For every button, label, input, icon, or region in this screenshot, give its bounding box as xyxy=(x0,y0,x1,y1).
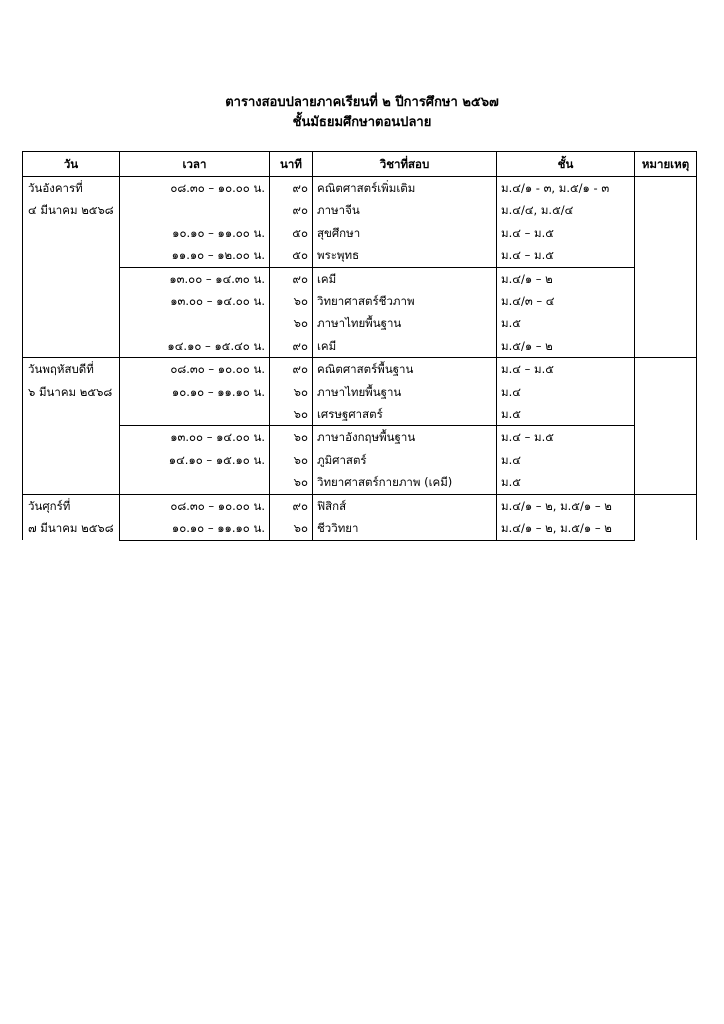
note-cell xyxy=(635,358,697,494)
subject-cell: ฟิสิกส์ xyxy=(313,494,497,517)
time-cell xyxy=(120,199,270,221)
minutes-cell: ๙๐ xyxy=(270,335,313,358)
table-row xyxy=(23,449,697,471)
note-cell xyxy=(635,494,697,540)
time-cell: ๑๑.๑๐ – ๑๒.๐๐ น. xyxy=(120,244,270,267)
time-cell: ๑๐.๑๐ – ๑๑.๐๐ น. xyxy=(120,222,270,244)
minutes-cell: ๙๐ xyxy=(270,494,313,517)
day-cell xyxy=(23,494,120,540)
minutes-cell: ๙๐ xyxy=(270,177,313,200)
subject-cell: เคมี xyxy=(313,335,497,358)
table-row xyxy=(23,381,697,403)
subject-cell: ชีววิทยา xyxy=(313,517,497,540)
header-time: เวลา xyxy=(120,152,270,177)
grade-cell: ม.๕ xyxy=(497,312,635,334)
day-date: ๔ มีนาคม ๒๕๖๘ xyxy=(28,203,114,218)
grade-cell: ม.๔ xyxy=(497,381,635,403)
table-row xyxy=(23,290,697,312)
grade-cell: ม.๔ – ม.๕ xyxy=(497,426,635,449)
minutes-cell: ๙๐ xyxy=(270,267,313,290)
table-row xyxy=(23,403,697,426)
page-subtitle: ชั้นมัธยมศึกษาตอนปลาย xyxy=(292,115,432,130)
subject-cell: ภาษาไทยพื้นฐาน xyxy=(313,312,497,334)
grade-cell: ม.๔/๑ – ๒, ม.๕/๑ – ๒ xyxy=(497,517,635,540)
subject-cell: ภาษาจีน xyxy=(313,199,497,221)
minutes-cell: ๙๐ xyxy=(270,199,313,221)
minutes-cell: ๖๐ xyxy=(270,449,313,471)
grade-cell: ม.๔/๑ – ๒ xyxy=(497,267,635,290)
minutes-cell: ๖๐ xyxy=(270,312,313,334)
table-row xyxy=(23,177,697,200)
grade-cell: ม.๕ xyxy=(497,471,635,494)
time-cell: ๐๘.๓๐ – ๑๐.๐๐ น. xyxy=(120,358,270,381)
time-cell: ๑๓.๐๐ – ๑๔.๓๐ น. xyxy=(120,267,270,290)
subject-cell: ภูมิศาสตร์ xyxy=(313,449,497,471)
table-row xyxy=(23,517,697,540)
subject-cell: เศรษฐศาสตร์ xyxy=(313,403,497,426)
grade-cell: ม.๔ – ม.๕ xyxy=(497,358,635,381)
subject-cell: วิทยาศาสตร์ชีวภาพ xyxy=(313,290,497,312)
minutes-cell: ๕๐ xyxy=(270,222,313,244)
grade-cell: ม.๔ xyxy=(497,449,635,471)
grade-cell: ม.๔/๓ – ๔ xyxy=(497,290,635,312)
header-day: วัน xyxy=(23,152,120,177)
table-row xyxy=(23,471,697,494)
day-date: ๗ มีนาคม ๒๕๖๘ xyxy=(28,521,114,536)
table-row xyxy=(23,494,697,517)
page-title: ตารางสอบปลายภาคเรียนที่ ๒ ปีการศึกษา ๒๕๖๗ xyxy=(225,95,499,110)
time-cell: ๑๐.๑๐ – ๑๑.๑๐ น. xyxy=(120,381,270,403)
grade-cell: ม.๔ – ม.๕ xyxy=(497,222,635,244)
subject-cell: พระพุทธ xyxy=(313,244,497,267)
header-note: หมายเหตุ xyxy=(635,152,697,177)
table-row xyxy=(23,199,697,221)
time-cell: ๑๐.๑๐ – ๑๑.๑๐ น. xyxy=(120,517,270,540)
minutes-cell: ๖๐ xyxy=(270,471,313,494)
table-row xyxy=(23,312,697,334)
time-cell: ๑๔.๑๐ – ๑๕.๔๐ น. xyxy=(120,335,270,358)
table-row xyxy=(23,358,697,381)
grade-cell: ม.๔/๑ – ๒, ม.๕/๑ – ๒ xyxy=(497,494,635,517)
day-cell xyxy=(23,177,120,358)
table-row xyxy=(23,335,697,358)
table-row xyxy=(23,222,697,244)
minutes-cell: ๖๐ xyxy=(270,381,313,403)
day-name: วันอังคารที่ xyxy=(28,181,83,195)
header-subject: วิชาที่สอบ xyxy=(313,152,497,177)
grade-cell: ม.๔/๑ - ๓, ม.๕/๑ - ๓ xyxy=(497,177,635,200)
table-row xyxy=(23,426,697,449)
subject-cell: คณิตศาสตร์เพิ่มเติม xyxy=(313,177,497,200)
day-cell xyxy=(23,358,120,494)
day-name: วันศุกร์ที่ xyxy=(28,498,71,513)
subject-cell: คณิตศาสตร์พื้นฐาน xyxy=(313,358,497,381)
day-name: วันพฤหัสบดีที่ xyxy=(28,362,94,377)
minutes-cell: ๖๐ xyxy=(270,403,313,426)
time-cell xyxy=(120,312,270,334)
header-grade: ชั้น xyxy=(497,152,635,177)
time-cell: ๑๓.๐๐ – ๑๔.๐๐ น. xyxy=(120,426,270,449)
time-cell: ๑๔.๑๐ – ๑๕.๑๐ น. xyxy=(120,449,270,471)
table-header-row xyxy=(23,152,697,177)
time-cell: ๑๓.๐๐ – ๑๔.๐๐ น. xyxy=(120,290,270,312)
minutes-cell: ๕๐ xyxy=(270,244,313,267)
minutes-cell: ๖๐ xyxy=(270,290,313,312)
table-row xyxy=(23,267,697,290)
exam-schedule-table xyxy=(22,151,697,541)
note-cell xyxy=(635,177,697,358)
grade-cell: ม.๔ – ม.๕ xyxy=(497,244,635,267)
subject-cell: เคมี xyxy=(313,267,497,290)
minutes-cell: ๖๐ xyxy=(270,426,313,449)
minutes-cell: ๖๐ xyxy=(270,517,313,540)
subject-cell: วิทยาศาสตร์กายภาพ (เคมี) xyxy=(313,471,497,494)
time-cell xyxy=(120,471,270,494)
time-cell xyxy=(120,403,270,426)
grade-cell: ม.๕ xyxy=(497,403,635,426)
subject-cell: ภาษาอังกฤษพื้นฐาน xyxy=(313,426,497,449)
grade-cell: ม.๕/๑ – ๒ xyxy=(497,335,635,358)
subject-cell: ภาษาไทยพื้นฐาน xyxy=(313,381,497,403)
header-minutes: นาที xyxy=(270,152,313,177)
minutes-cell: ๙๐ xyxy=(270,358,313,381)
day-date: ๖ มีนาคม ๒๕๖๘ xyxy=(28,384,113,399)
grade-cell: ม.๔/๔, ม.๕/๔ xyxy=(497,199,635,221)
time-cell: ๐๘.๓๐ – ๑๐.๐๐ น. xyxy=(120,177,270,200)
table-row xyxy=(23,244,697,267)
time-cell: ๐๘.๓๐ – ๑๐.๐๐ น. xyxy=(120,494,270,517)
subject-cell: สุขศึกษา xyxy=(313,222,497,244)
